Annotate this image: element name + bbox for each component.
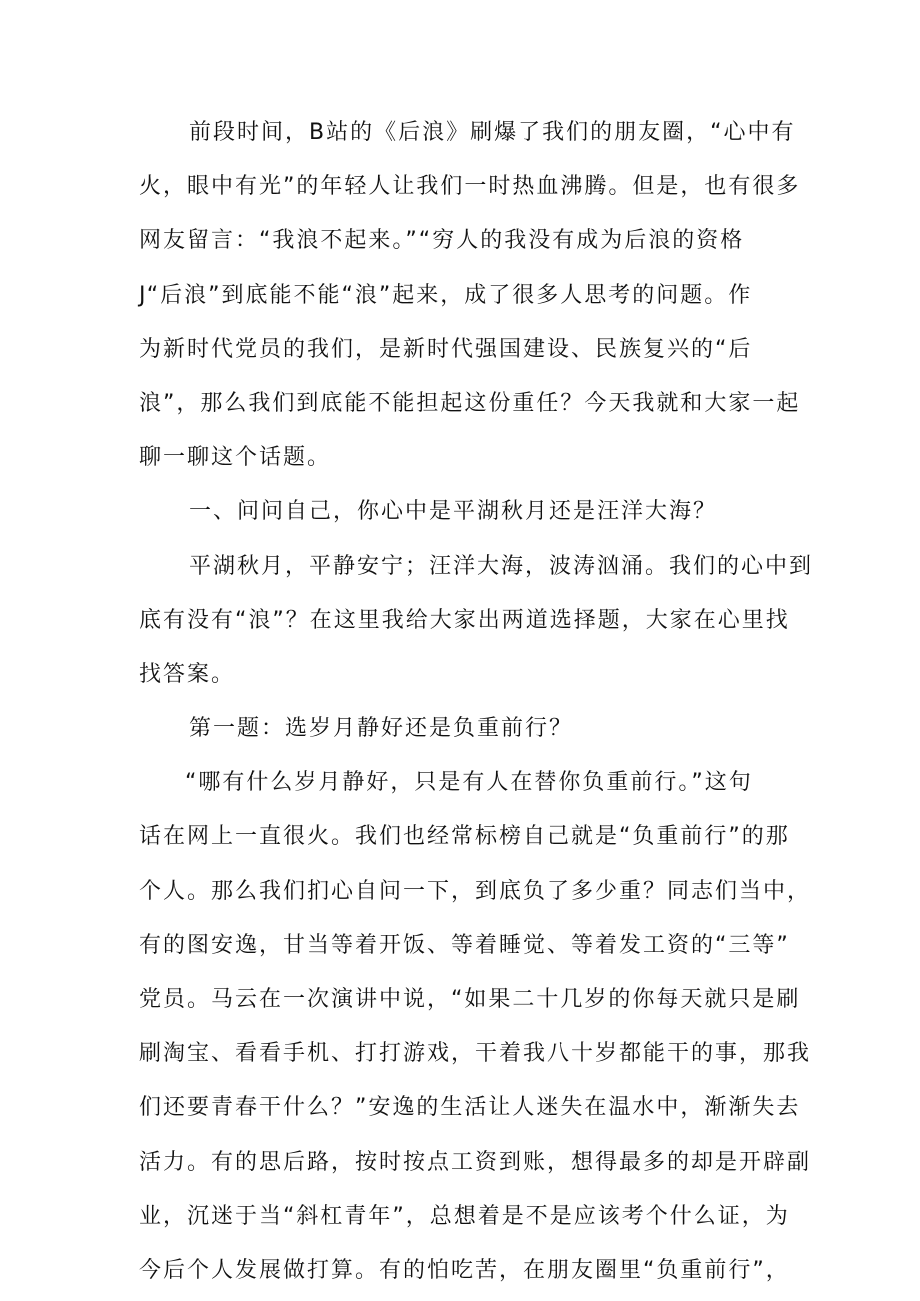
paragraph-line: 们还要青春干什么？”安逸的生活让人迷失在温水中，渐渐失去 (139, 1095, 801, 1121)
paragraph-line: 底有没有“浪”？在这里我给大家出两道选择题，大家在心里找 (139, 607, 790, 633)
paragraph-line: 前段时间，B站的《后浪》刷爆了我们的朋友圈，“心中有 (189, 120, 796, 145)
paragraph-line: 有的图安逸，甘当等着开饭、等着睡觉、等着发工资的“三等” (139, 932, 790, 958)
subsection-heading: 第一题：选岁月静好还是负重前行？ (189, 716, 574, 742)
paragraph-line: 活力。有的思后路，按时按点工资到账，想得最多的却是开辟副 (139, 1149, 812, 1175)
paragraph-line: 网友留言：“我浪不起来。”“穷人的我没有成为后浪的资格 (139, 228, 745, 254)
paragraph-line: 个人。那么我们扪心自问一下，到底负了多少重？同志们当中， (139, 878, 812, 904)
paragraph-line: “哪有什么岁月静好，只是有人在替你负重前行。”这句 (185, 770, 753, 796)
document-body (139, 106, 814, 1298)
paragraph-line: 平湖秋月，平静安宁；汪洋大海，波涛汹涌。我们的心中到 (189, 553, 814, 579)
paragraph-line: 业，沉迷于当“斜杠青年”，总想着是不是应该考个什么证，为 (139, 1203, 790, 1229)
paragraph-line: 聊一聊这个话题。 (139, 445, 332, 471)
paragraph-line: 火，眼中有光”的年轻人让我们一时热血沸腾。但是，也有很多 (139, 174, 801, 200)
paragraph-line: 话在网上一直很火。我们也经常标榜自己就是“负重前行”的那 (139, 824, 790, 850)
paragraph-line: 浪”，那么我们到底能不能担起这份重任？今天我就和大家一起 (139, 390, 801, 416)
paragraph-line: 刷淘宝、看看手机、打打游戏，干着我八十岁都能干的事，那我 (139, 1041, 812, 1067)
paragraph-line: 为新时代党员的我们，是新时代强国建设、民族复兴的“后 (139, 336, 753, 362)
paragraph-line: 找答案。 (139, 661, 236, 687)
section-heading: 一、问问自己，你心中是平湖秋月还是汪洋大海？ (189, 499, 718, 525)
paragraph-line: 今后个人发展做打算。有的怕吃苦，在朋友圈里“负重前行”， (139, 1257, 790, 1283)
paragraph-line: J“后浪”到底能不能“浪”起来，成了很多人思考的问题。作 (139, 282, 753, 308)
paragraph-line: 党员。马云在一次演讲中说，“如果二十几岁的你每天就只是刷 (139, 987, 801, 1012)
